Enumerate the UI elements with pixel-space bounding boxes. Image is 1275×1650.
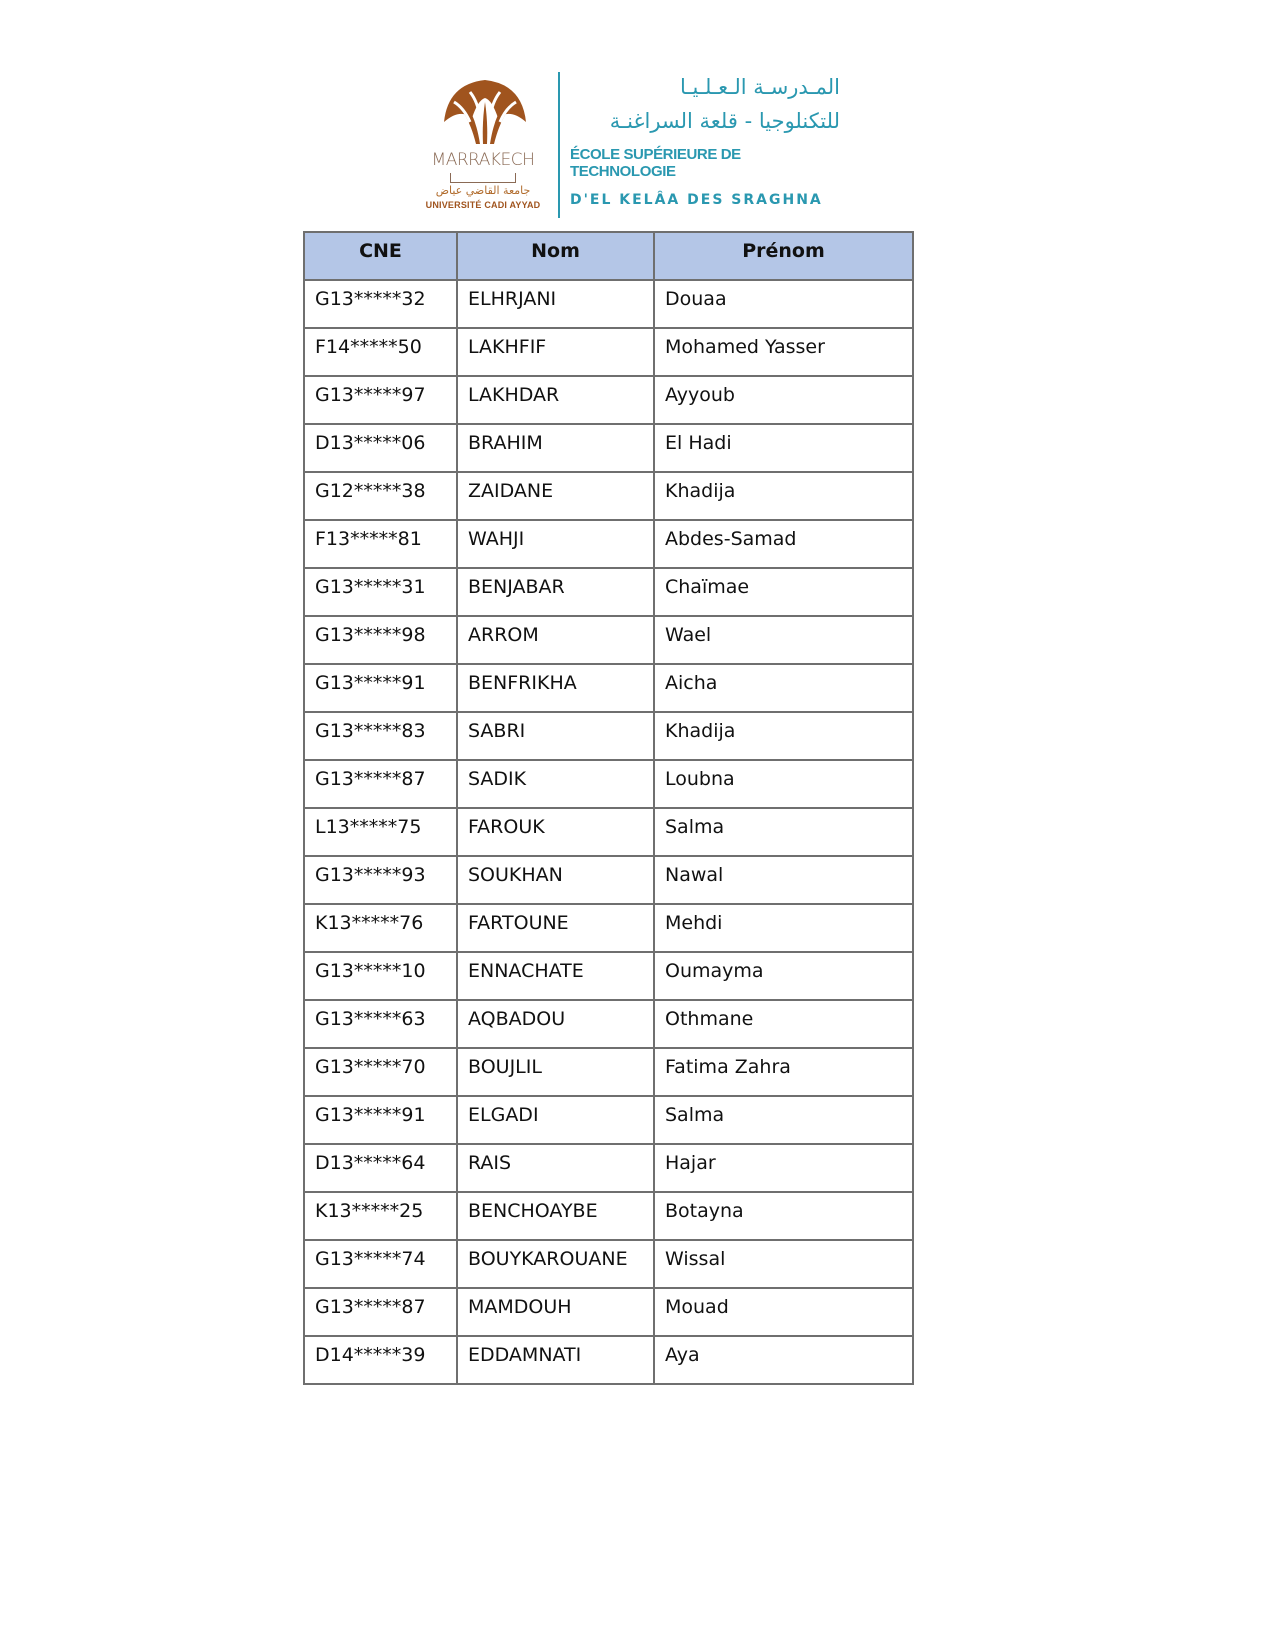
cell-prenom: Mohamed Yasser <box>654 328 913 376</box>
cell-prenom: Chaïmae <box>654 568 913 616</box>
column-header-cne: CNE <box>304 232 457 280</box>
school-name-french-line1: ÉCOLE SUPÉRIEURE DE TECHNOLOGIE <box>570 146 741 180</box>
cell-prenom: Aicha <box>654 664 913 712</box>
table-row <box>304 568 913 616</box>
cell-cne: D13*****06 <box>304 424 457 472</box>
header-divider <box>558 72 560 218</box>
table-row <box>304 520 913 568</box>
cell-nom: BRAHIM <box>457 424 654 472</box>
cell-nom: BENCHOAYBE <box>457 1192 654 1240</box>
cell-nom: RAIS <box>457 1144 654 1192</box>
table-row <box>304 712 913 760</box>
cell-prenom: Nawal <box>654 856 913 904</box>
cell-nom: BOUYKAROUANE <box>457 1240 654 1288</box>
cell-nom: LAKHFIF <box>457 328 654 376</box>
table-row <box>304 280 913 328</box>
cell-cne: G13*****97 <box>304 376 457 424</box>
table-row <box>304 1096 913 1144</box>
cell-prenom: Abdes-Samad <box>654 520 913 568</box>
cell-cne: F14*****50 <box>304 328 457 376</box>
university-logo <box>418 70 548 220</box>
cell-nom: ZAIDANE <box>457 472 654 520</box>
student-list-table <box>303 231 914 1385</box>
cell-prenom: Wael <box>654 616 913 664</box>
cell-nom: ARROM <box>457 616 654 664</box>
logo-bracket-decoration <box>450 173 516 183</box>
school-name-arabic-line2: للتكنلوجيا - قلعة السراغنـة <box>609 109 840 133</box>
cell-prenom: Khadija <box>654 712 913 760</box>
cell-nom: BENJABAR <box>457 568 654 616</box>
cell-nom: MAMDOUH <box>457 1288 654 1336</box>
cell-cne: K13*****25 <box>304 1192 457 1240</box>
cell-cne: G13*****74 <box>304 1240 457 1288</box>
table-row <box>304 472 913 520</box>
table-row <box>304 808 913 856</box>
cell-nom: FAROUK <box>457 808 654 856</box>
table-row <box>304 1192 913 1240</box>
school-name-french-line2: D'EL KELÂA DES SRAGHNA <box>570 192 823 208</box>
cell-nom: SADIK <box>457 760 654 808</box>
cell-nom: BOUJLIL <box>457 1048 654 1096</box>
cell-prenom: Fatima Zahra <box>654 1048 913 1096</box>
cell-nom: WAHJI <box>457 520 654 568</box>
cell-nom: ELGADI <box>457 1096 654 1144</box>
cell-prenom: Salma <box>654 1096 913 1144</box>
cell-prenom: Loubna <box>654 760 913 808</box>
table-row <box>304 760 913 808</box>
cell-nom: SOUKHAN <box>457 856 654 904</box>
cell-cne: G13*****87 <box>304 1288 457 1336</box>
cell-cne: G13*****63 <box>304 1000 457 1048</box>
cell-cne: G13*****91 <box>304 1096 457 1144</box>
cell-cne: D14*****39 <box>304 1336 457 1384</box>
cell-cne: G13*****87 <box>304 760 457 808</box>
cell-nom: LAKHDAR <box>457 376 654 424</box>
school-name-arabic-line1: المـدرسـة الـعـلـيـا <box>679 75 840 99</box>
cell-nom: FARTOUNE <box>457 904 654 952</box>
cell-prenom: Douaa <box>654 280 913 328</box>
cell-prenom: Botayna <box>654 1192 913 1240</box>
cell-cne: G13*****83 <box>304 712 457 760</box>
cell-prenom: Khadija <box>654 472 913 520</box>
table-row <box>304 1240 913 1288</box>
cell-cne: L13*****75 <box>304 808 457 856</box>
table-row <box>304 664 913 712</box>
table-row <box>304 616 913 664</box>
logo-city-text: MARRAKECH <box>431 150 535 170</box>
table-row <box>304 1048 913 1096</box>
table-row <box>304 904 913 952</box>
cell-nom: SABRI <box>457 712 654 760</box>
palm-tree-logo-icon <box>440 78 530 148</box>
university-name-arabic: جامعة القاضي عياض <box>435 184 531 197</box>
cell-prenom: Aya <box>654 1336 913 1384</box>
cell-prenom: Mehdi <box>654 904 913 952</box>
cell-cne: G13*****93 <box>304 856 457 904</box>
table-row <box>304 952 913 1000</box>
cell-nom: BENFRIKHA <box>457 664 654 712</box>
table-row <box>304 1144 913 1192</box>
cell-cne: D13*****64 <box>304 1144 457 1192</box>
cell-prenom: Ayyoub <box>654 376 913 424</box>
cell-cne: G12*****38 <box>304 472 457 520</box>
cell-cne: G13*****70 <box>304 1048 457 1096</box>
table-row <box>304 1288 913 1336</box>
cell-cne: G13*****91 <box>304 664 457 712</box>
cell-prenom: Oumayma <box>654 952 913 1000</box>
cell-prenom: Wissal <box>654 1240 913 1288</box>
table-header-row <box>304 232 913 280</box>
table-row <box>304 856 913 904</box>
cell-cne: G13*****98 <box>304 616 457 664</box>
document-header <box>418 70 838 220</box>
cell-nom: AQBADOU <box>457 1000 654 1048</box>
cell-cne: G13*****10 <box>304 952 457 1000</box>
cell-prenom: Othmane <box>654 1000 913 1048</box>
university-name-french: UNIVERSITÉ CADI AYYAD <box>425 200 541 210</box>
table-row <box>304 424 913 472</box>
school-name-block <box>570 70 840 208</box>
table-body <box>304 280 913 1384</box>
cell-prenom: Mouad <box>654 1288 913 1336</box>
cell-cne: K13*****76 <box>304 904 457 952</box>
column-header-prenom: Prénom <box>654 232 913 280</box>
cell-prenom: Salma <box>654 808 913 856</box>
table-row <box>304 328 913 376</box>
cell-nom: ENNACHATE <box>457 952 654 1000</box>
cell-nom: EDDAMNATI <box>457 1336 654 1384</box>
table-row <box>304 376 913 424</box>
table-row <box>304 1000 913 1048</box>
cell-prenom: El Hadi <box>654 424 913 472</box>
cell-cne: F13*****81 <box>304 520 457 568</box>
cell-prenom: Hajar <box>654 1144 913 1192</box>
column-header-nom: Nom <box>457 232 654 280</box>
cell-cne: G13*****32 <box>304 280 457 328</box>
cell-nom: ELHRJANI <box>457 280 654 328</box>
table-row <box>304 1336 913 1384</box>
cell-cne: G13*****31 <box>304 568 457 616</box>
